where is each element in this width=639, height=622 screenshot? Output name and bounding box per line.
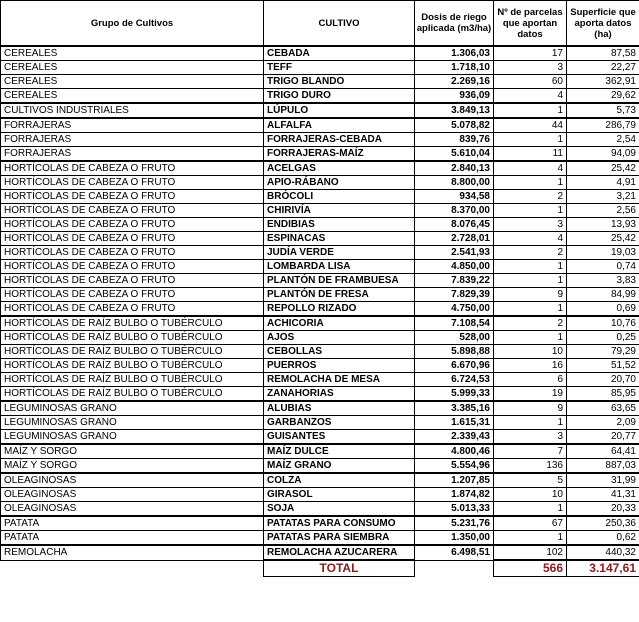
cell-cultivo: PATATAS PARA CONSUMO [264, 516, 415, 531]
table-row [1, 401, 639, 416]
table-row [1, 232, 639, 246]
cell-parcelas: 1 [494, 531, 567, 546]
cell-grupo: MAÍZ Y SORGO [1, 444, 264, 459]
cell-grupo: MAÍZ Y SORGO [1, 459, 264, 474]
cell-parcelas: 60 [494, 75, 567, 89]
cell-parcelas: 1 [494, 274, 567, 288]
cell-cultivo: TEFF [264, 61, 415, 75]
table-row [1, 218, 639, 232]
header-dosis: Dosis de riego aplicada (m3/ha) [415, 1, 494, 47]
table-row [1, 302, 639, 317]
table-header [1, 1, 639, 47]
cell-dosis: 7.839,22 [415, 274, 494, 288]
cell-grupo: HORTÍCOLAS DE CABEZA O FRUTO [1, 288, 264, 302]
cell-superficie: 2,56 [567, 204, 639, 218]
cell-grupo: LEGUMINOSAS GRANO [1, 430, 264, 445]
cell-dosis: 936,09 [415, 89, 494, 104]
cell-superficie: 13,93 [567, 218, 639, 232]
cell-cultivo: FORRAJERAS-CEBADA [264, 133, 415, 147]
cell-superficie: 84,99 [567, 288, 639, 302]
cell-cultivo: PLANTÓN DE FRESA [264, 288, 415, 302]
cell-grupo: HORTÍCOLAS DE CABEZA O FRUTO [1, 190, 264, 204]
cell-dosis: 3.849,13 [415, 103, 494, 118]
cell-parcelas: 5 [494, 473, 567, 488]
table-row [1, 147, 639, 162]
cell-grupo: OLEAGINOSAS [1, 502, 264, 517]
cell-superficie: 51,52 [567, 359, 639, 373]
cell-parcelas: 1 [494, 133, 567, 147]
cell-dosis: 5.231,76 [415, 516, 494, 531]
table-row [1, 89, 639, 104]
table-row [1, 161, 639, 176]
cell-parcelas: 1 [494, 204, 567, 218]
cell-grupo: CEREALES [1, 89, 264, 104]
cell-parcelas: 2 [494, 190, 567, 204]
cell-superficie: 22,27 [567, 61, 639, 75]
cell-grupo: CEREALES [1, 46, 264, 61]
cell-superficie: 0,74 [567, 260, 639, 274]
cell-parcelas: 11 [494, 147, 567, 162]
header-superficie: Superficie que aporta datos (ha) [567, 1, 639, 47]
cell-parcelas: 6 [494, 373, 567, 387]
total-blank-2 [415, 560, 494, 577]
cell-superficie: 25,42 [567, 232, 639, 246]
total-row [1, 560, 639, 577]
cell-parcelas: 4 [494, 232, 567, 246]
cell-cultivo: TRIGO DURO [264, 89, 415, 104]
cell-dosis: 6.498,51 [415, 545, 494, 560]
header-parcelas: Nº de parcelas que aportan datos [494, 1, 567, 47]
cell-superficie: 20,77 [567, 430, 639, 445]
table-row [1, 288, 639, 302]
table-row [1, 190, 639, 204]
cell-cultivo: REMOLACHA DE MESA [264, 373, 415, 387]
cell-grupo: HORTÍCOLAS DE CABEZA O FRUTO [1, 204, 264, 218]
cell-dosis: 1.615,31 [415, 416, 494, 430]
cell-dosis: 8.076,45 [415, 218, 494, 232]
cell-dosis: 8.370,00 [415, 204, 494, 218]
cell-dosis: 2.269,16 [415, 75, 494, 89]
cell-parcelas: 3 [494, 61, 567, 75]
table-row [1, 176, 639, 190]
table-row [1, 516, 639, 531]
cell-dosis: 8.800,00 [415, 176, 494, 190]
cell-parcelas: 67 [494, 516, 567, 531]
cell-dosis: 6.724,53 [415, 373, 494, 387]
table-row [1, 531, 639, 546]
cell-superficie: 29,62 [567, 89, 639, 104]
cell-dosis: 4.800,46 [415, 444, 494, 459]
cell-parcelas: 1 [494, 502, 567, 517]
cell-grupo: HORTÍCOLAS DE RAÍZ BULBO O TUBÉRCULO [1, 331, 264, 345]
cell-grupo: CEREALES [1, 61, 264, 75]
cell-superficie: 440,32 [567, 545, 639, 560]
cell-cultivo: GIRASOL [264, 488, 415, 502]
cell-cultivo: ALFALFA [264, 118, 415, 133]
cell-grupo: FORRAJERAS [1, 118, 264, 133]
cell-grupo: OLEAGINOSAS [1, 473, 264, 488]
cell-grupo: HORTÍCOLAS DE RAÍZ BULBO O TUBÉRCULO [1, 316, 264, 331]
cell-superficie: 64,41 [567, 444, 639, 459]
cell-dosis: 2.339,43 [415, 430, 494, 445]
cell-grupo: HORTÍCOLAS DE RAÍZ BULBO O TUBÉRCULO [1, 387, 264, 402]
table-row [1, 545, 639, 560]
cell-cultivo: ACHICORIA [264, 316, 415, 331]
cell-superficie: 85,95 [567, 387, 639, 402]
cell-grupo: HORTÍCOLAS DE CABEZA O FRUTO [1, 218, 264, 232]
cell-superficie: 2,54 [567, 133, 639, 147]
cell-cultivo: GUISANTES [264, 430, 415, 445]
cell-superficie: 63,65 [567, 401, 639, 416]
cell-dosis: 839,76 [415, 133, 494, 147]
cell-parcelas: 9 [494, 401, 567, 416]
cell-cultivo: ACELGAS [264, 161, 415, 176]
cell-superficie: 87,58 [567, 46, 639, 61]
cell-grupo: OLEAGINOSAS [1, 488, 264, 502]
table-row [1, 373, 639, 387]
cell-dosis: 528,00 [415, 331, 494, 345]
total-label: TOTAL [264, 560, 415, 577]
cell-cultivo: ESPINACAS [264, 232, 415, 246]
cell-superficie: 25,42 [567, 161, 639, 176]
cell-dosis: 6.670,96 [415, 359, 494, 373]
cell-grupo: LEGUMINOSAS GRANO [1, 416, 264, 430]
cell-cultivo: CHIRIVÍA [264, 204, 415, 218]
cell-dosis: 5.898,88 [415, 345, 494, 359]
cell-dosis: 1.306,03 [415, 46, 494, 61]
cell-parcelas: 7 [494, 444, 567, 459]
cell-grupo: HORTÍCOLAS DE RAÍZ BULBO O TUBÉRCULO [1, 373, 264, 387]
cell-grupo: LEGUMINOSAS GRANO [1, 401, 264, 416]
cell-dosis: 5.999,33 [415, 387, 494, 402]
cell-parcelas: 136 [494, 459, 567, 474]
cell-cultivo: REPOLLO RIZADO [264, 302, 415, 317]
cell-grupo: HORTÍCOLAS DE CABEZA O FRUTO [1, 176, 264, 190]
table-row [1, 502, 639, 517]
table-row [1, 103, 639, 118]
cell-dosis: 2.840,13 [415, 161, 494, 176]
cell-superficie: 19,03 [567, 246, 639, 260]
cell-cultivo: PUERROS [264, 359, 415, 373]
cell-superficie: 3,21 [567, 190, 639, 204]
table-row [1, 118, 639, 133]
cell-dosis: 4.750,00 [415, 302, 494, 317]
cell-parcelas: 1 [494, 176, 567, 190]
cell-superficie: 250,36 [567, 516, 639, 531]
table-row [1, 473, 639, 488]
cell-cultivo: AJOS [264, 331, 415, 345]
cell-cultivo: BRÓCOLI [264, 190, 415, 204]
cell-parcelas: 4 [494, 89, 567, 104]
cell-grupo: CULTIVOS INDUSTRIALES [1, 103, 264, 118]
cell-grupo: REMOLACHA [1, 545, 264, 560]
table-row [1, 416, 639, 430]
cell-parcelas: 17 [494, 46, 567, 61]
cell-superficie: 20,33 [567, 502, 639, 517]
table-row [1, 359, 639, 373]
cell-parcelas: 102 [494, 545, 567, 560]
cell-grupo: PATATA [1, 531, 264, 546]
cell-parcelas: 1 [494, 103, 567, 118]
cell-dosis: 934,58 [415, 190, 494, 204]
cell-grupo: HORTÍCOLAS DE RAÍZ BULBO O TUBÉRCULO [1, 359, 264, 373]
cell-dosis: 7.108,54 [415, 316, 494, 331]
cell-cultivo: COLZA [264, 473, 415, 488]
table-row [1, 444, 639, 459]
cell-dosis: 5.610,04 [415, 147, 494, 162]
cell-cultivo: REMOLACHA AZUCARERA [264, 545, 415, 560]
cell-superficie: 41,31 [567, 488, 639, 502]
cell-cultivo: SOJA [264, 502, 415, 517]
cell-superficie: 94,09 [567, 147, 639, 162]
cell-parcelas: 1 [494, 416, 567, 430]
table-row [1, 204, 639, 218]
cell-cultivo: ALUBIAS [264, 401, 415, 416]
cell-superficie: 4,91 [567, 176, 639, 190]
cell-grupo: HORTÍCOLAS DE CABEZA O FRUTO [1, 274, 264, 288]
cell-grupo: FORRAJERAS [1, 147, 264, 162]
cell-dosis: 2.541,93 [415, 246, 494, 260]
cell-cultivo: ZANAHORIAS [264, 387, 415, 402]
cell-superficie: 79,29 [567, 345, 639, 359]
table-row [1, 75, 639, 89]
cell-grupo: CEREALES [1, 75, 264, 89]
cell-parcelas: 4 [494, 161, 567, 176]
cell-superficie: 5,73 [567, 103, 639, 118]
cell-cultivo: PATATAS PARA SIEMBRA [264, 531, 415, 546]
cell-superficie: 10,76 [567, 316, 639, 331]
table-row [1, 345, 639, 359]
cell-parcelas: 2 [494, 246, 567, 260]
table-row [1, 387, 639, 402]
cell-dosis: 5.554,96 [415, 459, 494, 474]
cell-cultivo: MAÍZ DULCE [264, 444, 415, 459]
cell-parcelas: 16 [494, 359, 567, 373]
cell-cultivo: MAÍZ GRANO [264, 459, 415, 474]
cell-superficie: 0,62 [567, 531, 639, 546]
cell-cultivo: JUDÍA VERDE [264, 246, 415, 260]
table-row [1, 430, 639, 445]
table-row [1, 274, 639, 288]
cell-cultivo: APIO-RÁBANO [264, 176, 415, 190]
cell-dosis: 7.829,39 [415, 288, 494, 302]
cell-superficie: 887,03 [567, 459, 639, 474]
table-row [1, 459, 639, 474]
cell-cultivo: GARBANZOS [264, 416, 415, 430]
cell-dosis: 1.718,10 [415, 61, 494, 75]
cell-cultivo: PLANTÓN DE FRAMBUESA [264, 274, 415, 288]
cell-dosis: 1.350,00 [415, 531, 494, 546]
cell-grupo: HORTÍCOLAS DE CABEZA O FRUTO [1, 302, 264, 317]
cell-grupo: HORTÍCOLAS DE CABEZA O FRUTO [1, 161, 264, 176]
cell-parcelas: 3 [494, 218, 567, 232]
cell-dosis: 5.013,33 [415, 502, 494, 517]
cell-dosis: 4.850,00 [415, 260, 494, 274]
cell-dosis: 5.078,82 [415, 118, 494, 133]
cell-dosis: 1.207,85 [415, 473, 494, 488]
table-footer [1, 560, 639, 577]
cell-superficie: 362,91 [567, 75, 639, 89]
cell-parcelas: 1 [494, 331, 567, 345]
cell-parcelas: 1 [494, 260, 567, 274]
cell-cultivo: TRIGO BLANDO [264, 75, 415, 89]
cell-superficie: 20,70 [567, 373, 639, 387]
cell-cultivo: ENDIBIAS [264, 218, 415, 232]
cell-grupo: PATATA [1, 516, 264, 531]
total-superficie: 3.147,61 [567, 560, 639, 577]
cell-grupo: HORTÍCOLAS DE CABEZA O FRUTO [1, 260, 264, 274]
table-row [1, 133, 639, 147]
cell-parcelas: 3 [494, 430, 567, 445]
cell-dosis: 2.728,01 [415, 232, 494, 246]
cell-parcelas: 9 [494, 288, 567, 302]
cell-grupo: HORTÍCOLAS DE RAÍZ BULBO O TUBÉRCULO [1, 345, 264, 359]
cell-grupo: FORRAJERAS [1, 133, 264, 147]
cell-superficie: 0,25 [567, 331, 639, 345]
table-row [1, 61, 639, 75]
cell-superficie: 3,83 [567, 274, 639, 288]
cell-superficie: 31,99 [567, 473, 639, 488]
table-row [1, 246, 639, 260]
total-blank-1 [1, 560, 264, 577]
cell-cultivo: FORRAJERAS-MAÍZ [264, 147, 415, 162]
table-body [1, 46, 639, 560]
table-row [1, 331, 639, 345]
total-parcelas: 566 [494, 560, 567, 577]
table-row [1, 488, 639, 502]
table-row [1, 316, 639, 331]
cell-cultivo: CEBOLLAS [264, 345, 415, 359]
cell-parcelas: 10 [494, 345, 567, 359]
cell-parcelas: 1 [494, 302, 567, 317]
header-grupo: Grupo de Cultivos [1, 1, 264, 47]
cell-superficie: 286,79 [567, 118, 639, 133]
cell-parcelas: 2 [494, 316, 567, 331]
cell-parcelas: 19 [494, 387, 567, 402]
cell-cultivo: LÚPULO [264, 103, 415, 118]
cell-cultivo: CEBADA [264, 46, 415, 61]
cell-superficie: 2,09 [567, 416, 639, 430]
cell-superficie: 0,69 [567, 302, 639, 317]
cell-parcelas: 10 [494, 488, 567, 502]
header-cultivo: CULTIVO [264, 1, 415, 47]
table-row [1, 46, 639, 61]
cell-cultivo: LOMBARDA LISA [264, 260, 415, 274]
cell-grupo: HORTÍCOLAS DE CABEZA O FRUTO [1, 232, 264, 246]
cell-dosis: 3.385,16 [415, 401, 494, 416]
table-row [1, 260, 639, 274]
cell-dosis: 1.874,82 [415, 488, 494, 502]
cell-parcelas: 44 [494, 118, 567, 133]
cell-grupo: HORTÍCOLAS DE CABEZA O FRUTO [1, 246, 264, 260]
